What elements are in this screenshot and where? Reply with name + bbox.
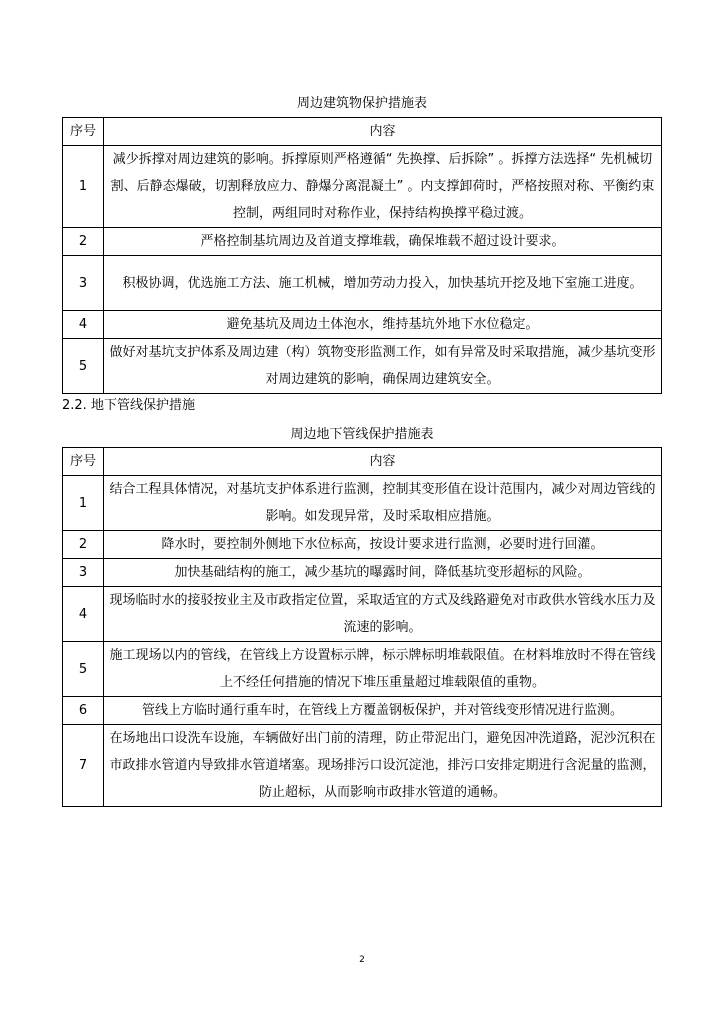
table-row <box>63 725 662 807</box>
table-header-row <box>63 448 662 476</box>
pipeline-protection-table <box>62 447 662 807</box>
header-content: 内容 <box>104 118 662 146</box>
table2-caption: 周边地下管线保护措施表 <box>290 427 434 442</box>
table-row <box>63 559 662 587</box>
row-number: 2 <box>63 228 104 256</box>
row-number: 3 <box>63 256 104 311</box>
table-row <box>63 476 662 531</box>
row-number: 5 <box>63 339 104 394</box>
header-content: 内容 <box>104 448 662 476</box>
row-content: 施工现场以内的管线，在管线上方设置标示牌，标示牌标明堆载限值。在材料堆放时不得在管线上不经任何措施的情况下堆压重量超过堆载限值的重物。 <box>104 642 662 697</box>
table-row <box>63 256 662 311</box>
row-content: 结合工程具体情况，对基坑支护体系进行监测，控制其变形值在设计范围内，减少对周边管线的影响。如发现异常，及时采取相应措施。 <box>104 476 662 531</box>
section-heading: 2.2. 地下管线保护措施 <box>62 398 195 413</box>
row-content: 避免基坑及周边土体泡水，维持基坑外地下水位稳定。 <box>104 311 662 339</box>
page-number: 2 <box>359 955 365 965</box>
row-content: 管线上方临时通行重车时，在管线上方覆盖钢板保护，并对管线变形情况进行监测。 <box>104 697 662 725</box>
row-number: 2 <box>63 531 104 559</box>
table-row <box>63 228 662 256</box>
table-row <box>63 697 662 725</box>
row-number: 4 <box>63 311 104 339</box>
row-content: 积极协调，优选施工方法、施工机械，增加劳动力投入，加快基坑开挖及地下室施工进度。 <box>104 256 662 311</box>
row-content: 做好对基坑支护体系及周边建（构）筑物变形监测工作，如有异常及时采取措施，减少基坑变形对周边建筑的影响，确保周边建筑安全。 <box>104 339 662 394</box>
row-number: 6 <box>63 697 104 725</box>
header-number: 序号 <box>63 118 104 146</box>
row-number: 1 <box>63 146 104 228</box>
row-content: 在场地出口设洗车设施，车辆做好出门前的清理，防止带泥出门，避免因冲洗道路，泥沙沉积在市政排水管道内导致排水管道堵塞。现场排污口设沉淀池，排污口安排定期进行含泥量的监测，防止超标，从而影响市政排水管道的通畅。 <box>104 725 662 807</box>
table-row <box>63 146 662 228</box>
row-number: 4 <box>63 587 104 642</box>
row-number: 7 <box>63 725 104 807</box>
row-content: 严格控制基坑周边及首道支撑堆载，确保堆载不超过设计要求。 <box>104 228 662 256</box>
row-content: 现场临时水的接驳按业主及市政指定位置，采取适宜的方式及线路避免对市政供水管线水压力及流速的影响。 <box>104 587 662 642</box>
row-content: 减少拆撑对周边建筑的影响。拆撑原则严格遵循“ 先换撑、后拆除” 。拆撑方法选择“ 先机械切割、后静态爆破，切割释放应力、静爆分离混凝土” 。内支撑卸荷时，严格按照对称、平衡约束控制，两组同时对称作业，保持结构换撑平稳过渡。 <box>104 146 662 228</box>
header-number: 序号 <box>63 448 104 476</box>
table-row <box>63 642 662 697</box>
table-header-row <box>63 118 662 146</box>
row-number: 1 <box>63 476 104 531</box>
table1-caption: 周边建筑物保护措施表 <box>296 96 427 111</box>
row-number: 5 <box>63 642 104 697</box>
row-number: 3 <box>63 559 104 587</box>
building-protection-table <box>62 117 662 394</box>
row-content: 加快基础结构的施工，减少基坑的曝露时间，降低基坑变形超标的风险。 <box>104 559 662 587</box>
table-row <box>63 587 662 642</box>
table-row <box>63 531 662 559</box>
table-row <box>63 339 662 394</box>
table-row <box>63 311 662 339</box>
row-content: 降水时，要控制外侧地下水位标高，按设计要求进行监测，必要时进行回灌。 <box>104 531 662 559</box>
